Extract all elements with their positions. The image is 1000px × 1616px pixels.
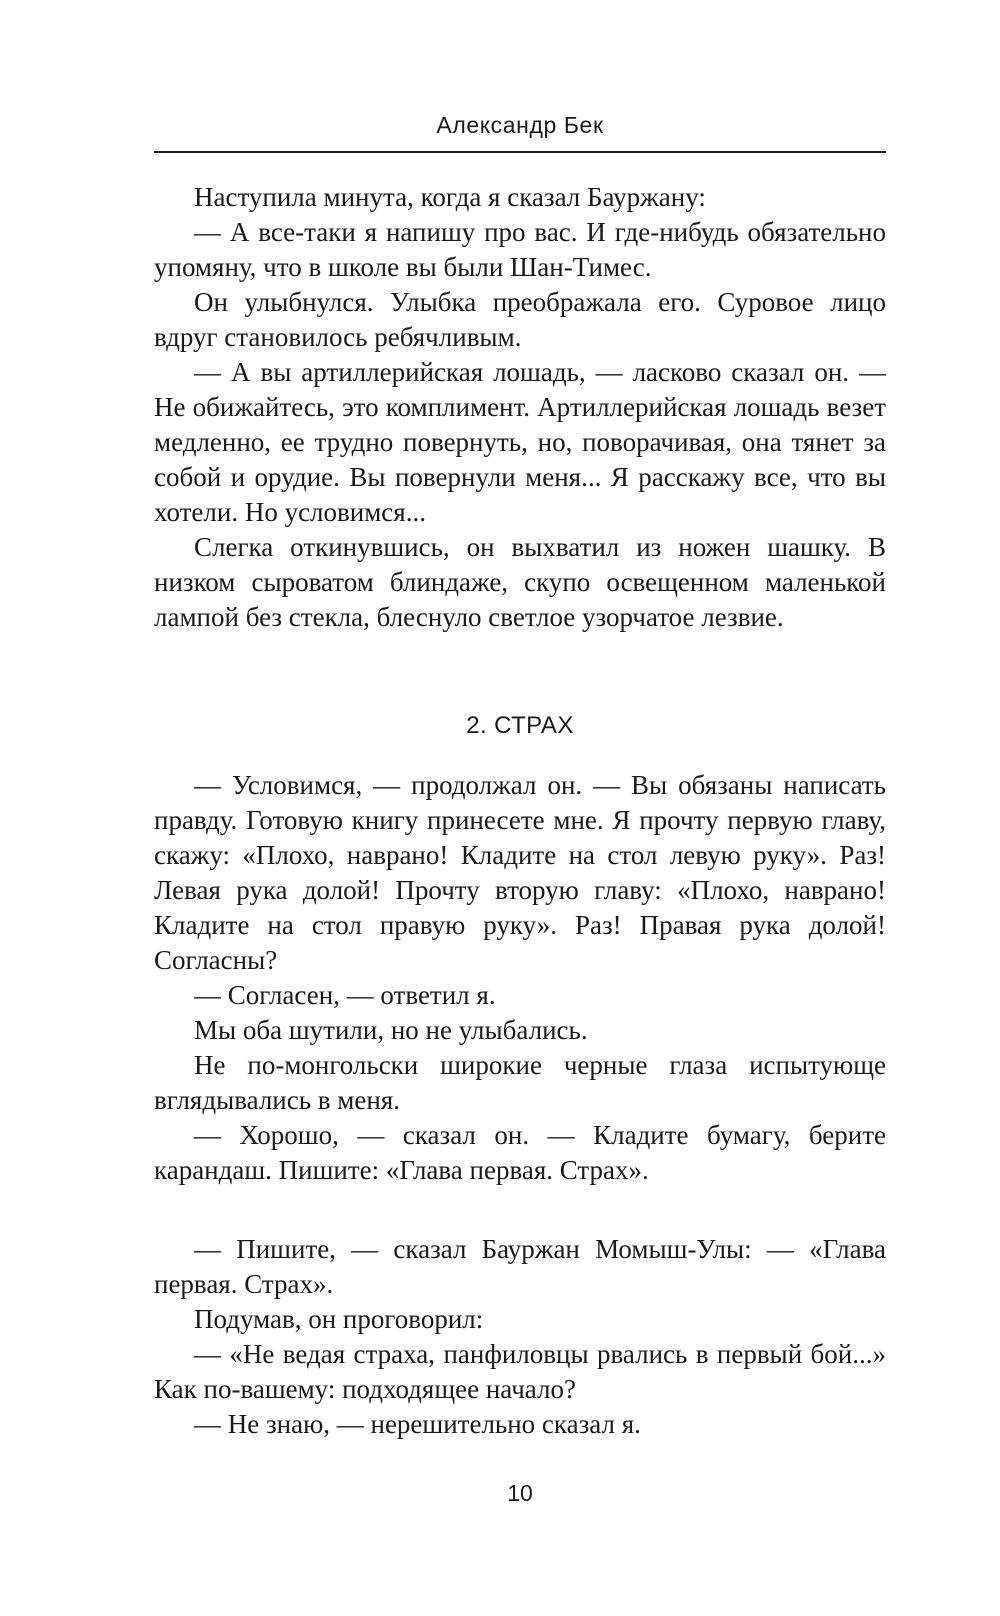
text-block-chapter	[154, 768, 886, 1188]
paragraph: Он улыбнулся. Улыбка преображала его. Суровое лицо вдруг становилось ребячливым.	[154, 287, 886, 352]
running-head-author: Александр Бек	[436, 112, 604, 138]
page-number: 10	[507, 1480, 533, 1506]
header-rule	[154, 151, 886, 153]
paragraph: Слегка откинувшись, он выхватил из ножен шашку. В низком сыроватом блиндаже, скупо освещенном маленькой лампой без стекла, блеснуло светлое узорчатое лезвие.	[154, 532, 886, 632]
chapter-title: 2. СТРАХ	[466, 712, 574, 739]
paragraph: — А вы артиллерийская лошадь, — ласково сказал он. — Не обижайтесь, это комплимент. Артиллерийская лошадь везет медленно, ее трудно повернуть, но, поворачивая, она тянет за собой и орудие. Вы повернули меня... Я расскажу все, что вы хотели. Но условимся...	[154, 357, 886, 527]
paragraph: — Хорошо, — сказал он. — Кладите бумагу, берите карандаш. Пишите: «Глава первая. Страх».	[154, 1120, 886, 1185]
paragraph: Не по-монгольски широкие черные глаза испытующе вглядывались в меня.	[154, 1050, 886, 1115]
paragraph: — «Не ведая страха, панфиловцы рвались в первый бой...» Как по-вашему: подходящее начало?	[154, 1339, 886, 1404]
paragraph: Наступила минута, когда я сказал Бауржану:	[194, 182, 706, 212]
paragraph: Подумав, он проговорил:	[194, 1304, 484, 1334]
text-block-intro	[154, 180, 886, 635]
paragraph: — А все-таки я напишу про вас. И где-нибудь обязательно упомяну, что в школе вы были Шан-Тимес.	[154, 217, 886, 282]
paragraph: — Пишите, — сказал Бауржан Момыш-Улы: — «Глава первая. Страх».	[154, 1234, 886, 1299]
paragraph: — Не знаю, — нерешительно сказал я.	[194, 1409, 641, 1439]
text-block-continuation	[154, 1232, 886, 1442]
paragraph: Мы оба шутили, но не улыбались.	[194, 1015, 588, 1045]
paragraph: — Согласен, — ответил я.	[194, 980, 496, 1010]
paragraph: — Условимся, — продолжал он. — Вы обязаны написать правду. Готовую книгу принесете мне. Я прочту первую главу, скажу: «Плохо, наврано! Кладите на стол левую руку». Раз! Левая рука долой! Прочту вторую главу: «Плохо, наврано! Кладите на стол правую руку». Раз! Правая рука долой! Согласны?	[154, 770, 886, 975]
